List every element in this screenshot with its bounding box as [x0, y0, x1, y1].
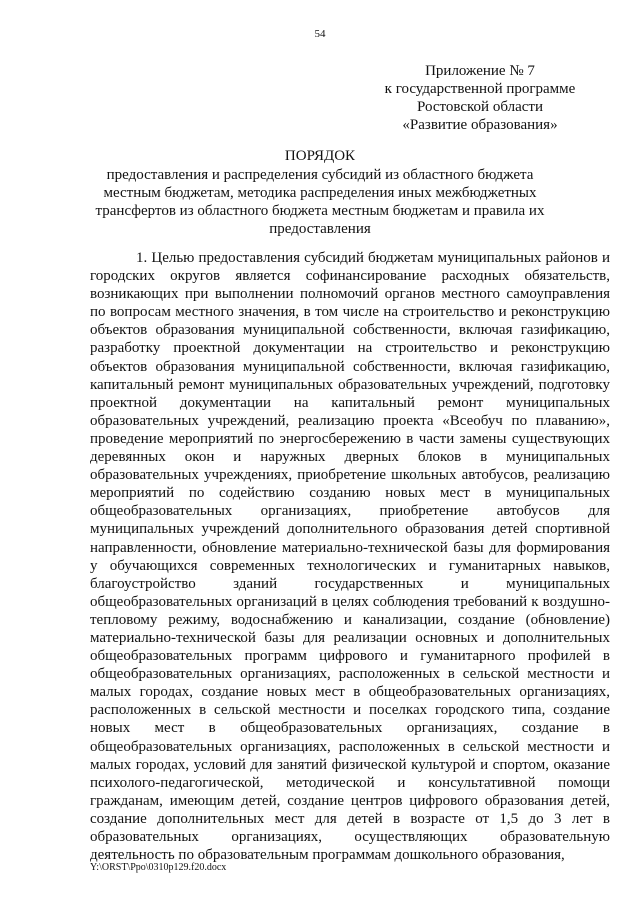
- appendix-header: [350, 62, 610, 134]
- document-subtitle: предоставления и распределения субсидий из областного бюджета местным бюджетам, методика распределения иных межбюджетных трансфертов из областного бюджета местным бюджетам и правила их предоставления: [95, 167, 545, 237]
- document-title: ПОРЯДОК: [284, 148, 356, 164]
- page-number: 54: [314, 28, 326, 40]
- appendix-line-region: Ростовской области: [417, 99, 543, 115]
- body-paragraph: 1. Целью предоставления субсидий бюджетам муниципальных районов и городских округов является софинансирование расходных обязательств, возникающих при выполнении полномочий органов местного самоуправления по вопросам местного значения, в том числе на строительство и реконструкцию объектов образования муниципальной собственности, включая газификацию, разработку проектной документации на строительство и реконструкцию объектов образования муниципальной собственности, включая газификацию, капитальный ремонт муниципальных образовательных учреждений, подготовку проектной документации на капитальный ремонт муниципальных образовательных учреждений, реализацию проекта «Всеобуч по плаванию», проведение мероприятий по энергосбережению в части замены существующих деревянных окон и наружных дверных блоков в муниципальных образовательных учреждениях, приобретение школьных автобусов, реализацию мероприятий по содействию созданию новых мест в муниципальных общеобразовательных организациях, приобретение автобусов для муниципальных учреждений дополнительного образования детей спортивной направленности, обновление материально-технической базы для формирования у обучающихся современных технологических и гуманитарных навыков, благоустройство зданий государственных и муниципальных общеобразовательных организаций в целях соблюдения требований к воздушно-тепловому режиму, водоснабжению и канализации, создание (обновление) материально-технической базы для реализации основных и дополнительных общеобразовательных программ цифрового и гуманитарного профилей в общеобразовательных организациях, расположенных в сельской местности и малых городах, создание новых мест в общеобразовательных организациях, расположенных в сельской местности и поселках городского типа, создание новых мест в общеобразовательных организациях, создание в общеобразовательных организациях, расположенных в сельской местности и малых городах, условий для занятий физической культурой и спортом, оказание психолого-педагогической, методической и консультативной помощи гражданам, имеющим детей, создание центров цифрового образования детей, создание дополнительных мест для детей в возрасте от 1,5 до 3 лет в образовательных организациях, осуществляющих образовательную деятельность по образовательным программам дошкольного образования,: [90, 250, 610, 864]
- appendix-line-number: Приложение № 7: [425, 63, 535, 79]
- footer-file-path: Y:\ORST\Ppo\0310p129.f20.docx: [90, 862, 227, 873]
- appendix-line-title: «Развитие образования»: [402, 117, 558, 133]
- appendix-line-program: к государственной программе: [384, 81, 576, 97]
